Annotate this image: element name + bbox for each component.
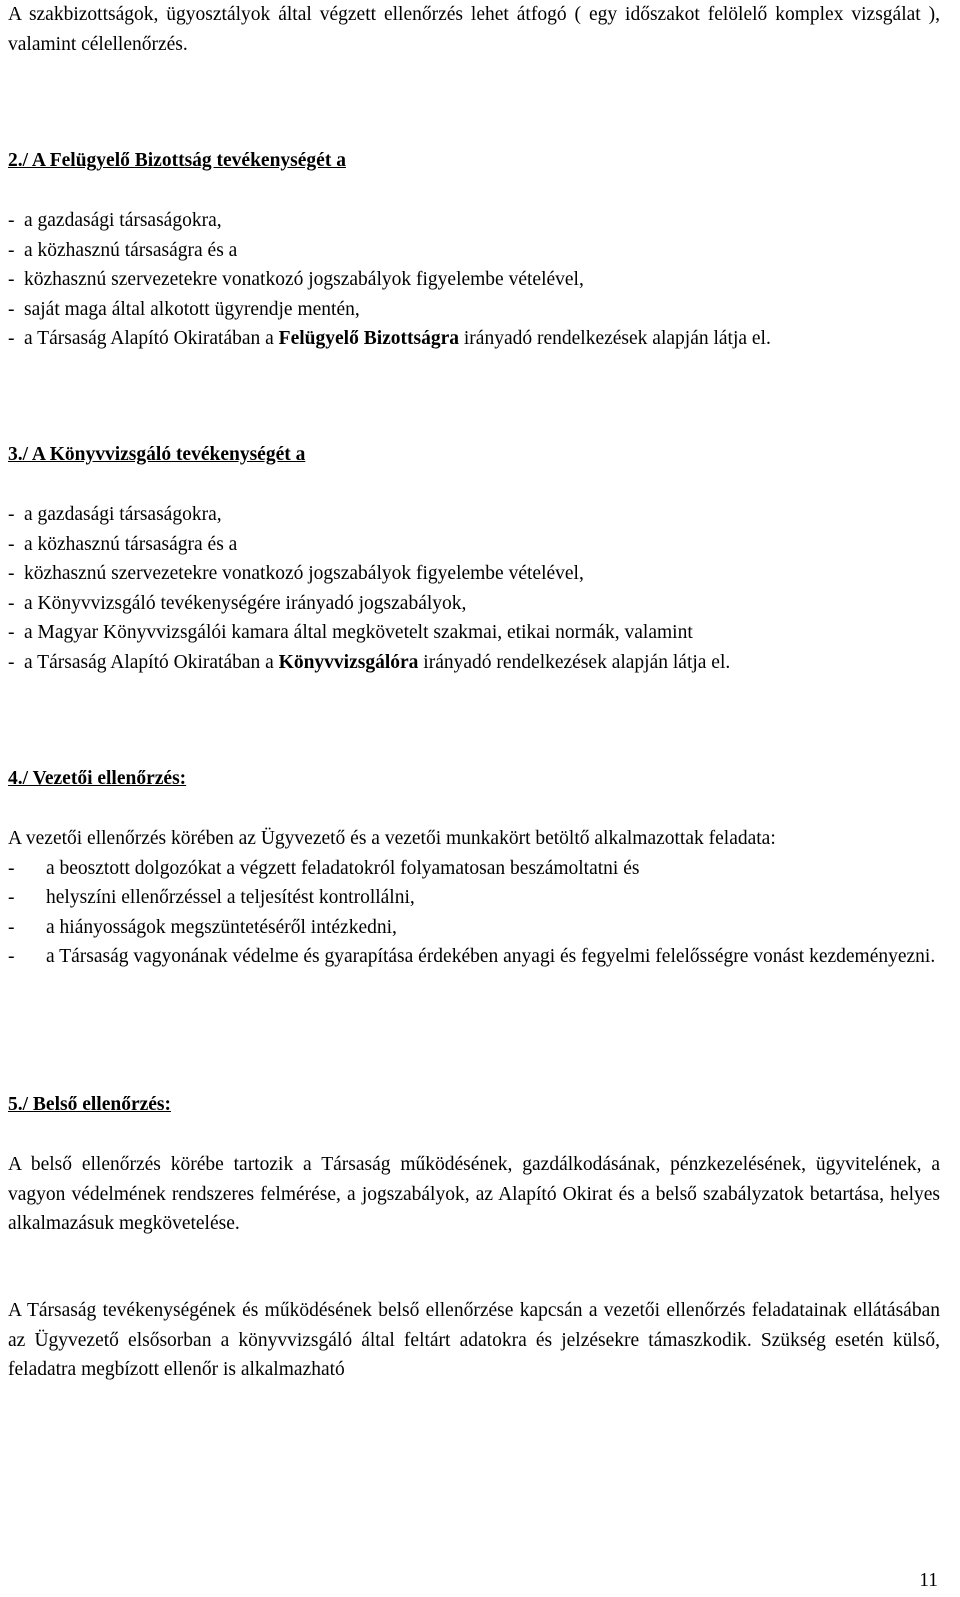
- list-item: - a közhasznú társaságra és a: [8, 533, 238, 555]
- list-item: - a Társaság vagyonának védelme és gyarapítása érdekében anyagi és fegyelmi felelősségre vonást kezdeményezni.: [8, 946, 936, 968]
- intro-paragraph: [8, 0, 940, 59]
- section-5-para-2: [8, 1296, 940, 1385]
- section-2-heading: 2./ A Felügyelő Bizottság tevékenységét a: [8, 150, 346, 171]
- page-number: 11: [919, 1570, 938, 1591]
- section-2-list: [8, 206, 940, 354]
- section-5: [8, 1090, 940, 1120]
- list-item: - a Társaság Alapító Okiratában a Felügyelő Bizottságra irányadó rendelkezések alapján látja el.: [8, 328, 771, 350]
- list-item: - a Magyar Könyvvizsgálói kamara által megkövetelt szakmai, etikai normák, valamint: [8, 622, 693, 644]
- list-item: - közhasznú szervezetekre vonatkozó jogszabályok figyelembe vételével,: [8, 269, 584, 291]
- list-item: - közhasznú szervezetekre vonatkozó jogszabályok figyelembe vételével,: [8, 563, 584, 585]
- section-3-list: [8, 500, 940, 678]
- section-3: [8, 440, 940, 470]
- section-4-intro: A vezetői ellenőrzés körében az Ügyvezető és a vezetői munkakört betöltő alkalmazottak feladata:: [8, 828, 776, 849]
- intro-text: A szakbizottságok, ügyosztályok által végzett ellenőrzés lehet átfogó ( egy időszakot felölelő komplex vizsgálat ), valamint célellenőrzés.: [8, 4, 940, 55]
- section-5-para-1: [8, 1150, 940, 1239]
- list-item: - a beosztott dolgozókat a végzett feladatokról folyamatosan beszámoltatni és: [8, 857, 640, 879]
- section-2: [8, 146, 940, 176]
- section-3-heading: 3./ A Könyvvizsgáló tevékenységét a: [8, 444, 306, 465]
- section-4-heading: 4./ Vezetői ellenőrzés:: [8, 768, 187, 789]
- section-4: [8, 764, 940, 794]
- list-item: - a Társaság Alapító Okiratában a Könyvvizsgálóra irányadó rendelkezések alapján látja el.: [8, 651, 731, 673]
- list-item: - a gazdasági társaságokra,: [8, 210, 222, 231]
- section-5-paragraph: A Társaság tevékenységének és működésének belső ellenőrzése kapcsán a vezetői ellenőrzés feladatainak ellátásában az Ügyvezető elsősorban a könyvvizsgáló által feltárt adatokra és jelzésekre támaszkodik. Szükség esetén külső, feladatra megbízott ellenőr is alkalmazható: [8, 1300, 940, 1381]
- list-item: - a Könyvvizsgáló tevékenységére irányadó jogszabályok,: [8, 592, 467, 614]
- list-item: - a közhasznú társaságra és a: [8, 239, 238, 261]
- bold-term: Könyvvizsgálóra: [278, 651, 419, 673]
- section-5-paragraph: A belső ellenőrzés körébe tartozik a Társaság működésének, gazdálkodásának, pénzkezelésének, ügyvitelének, a vagyon védelmének rendszeres felmérése, a jogszabályok, az Alapító Okirat és a belső szabályzatok betartása, helyes alkalmazásuk megkövetelése.: [8, 1154, 940, 1235]
- list-item: - a gazdasági társaságokra,: [8, 504, 222, 525]
- list-item: - a hiányosságok megszüntetéséről intézkedni,: [8, 916, 397, 938]
- bold-term: Felügyelő Bizottságra: [278, 328, 460, 350]
- list-item: - helyszíni ellenőrzéssel a teljesítést kontrollálni,: [8, 887, 415, 909]
- section-5-heading: 5./ Belső ellenőrzés:: [8, 1094, 171, 1115]
- section-4-body: [8, 824, 940, 972]
- list-item: - saját maga által alkotott ügyrendje mentén,: [8, 298, 360, 320]
